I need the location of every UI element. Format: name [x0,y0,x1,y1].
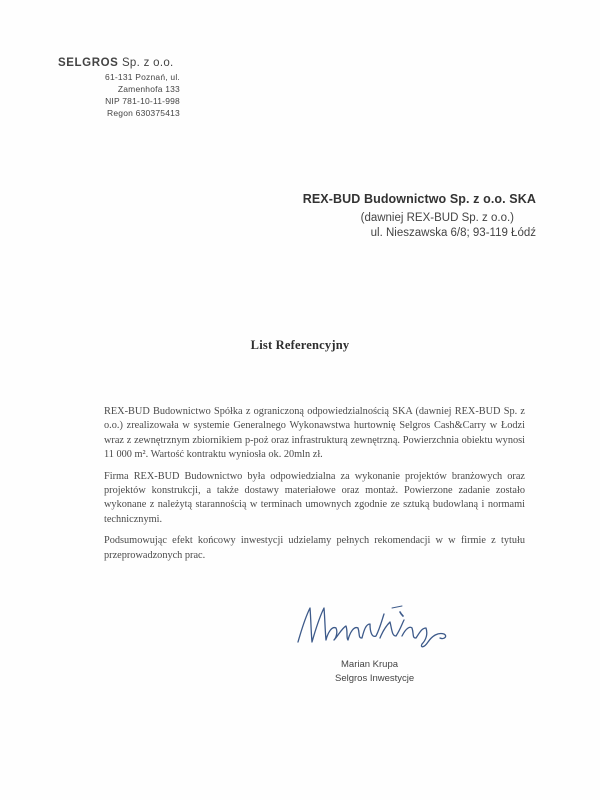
sender-nip: NIP 781-10-11-998 [105,96,180,106]
letter-title: List Referencyjny [250,338,350,352]
body-paragraph-3: Podsumowując efekt końcowy inwestycji udzielamy pełnych rekomendacji w w firmie z tytułu przeprowadzonych prac. [104,535,525,561]
sender-address: 61-131 Poznań, ul. Zamenhofa 133 [105,72,180,94]
handwritten-signature [292,598,457,656]
letter-body [104,405,525,570]
recipient-name: REX-BUD Budownictwo Sp. z o.o. SKA [302,192,536,206]
sender-company-name: SELGROS [58,57,119,69]
recipient-address: ul. Nieszawska 6/8; 93-119 Łódź [370,227,536,239]
signature-drawing [292,598,457,656]
sender-company [58,57,238,69]
body-paragraph-2: Firma REX-BUD Budownictwo była odpowiedzialna za wykonanie projektów branżowych oraz projektów konstrukcji, a także dostawy materiałowe oraz montaż. Powierzone zadanie zostało wykonane z należytą starannością w terminach umownych zgodnie ze sztuką budowlaną i normami technicznymi. [104,470,525,525]
signer-block [335,658,414,686]
sender-stamp [58,57,238,119]
body-paragraph-1: REX-BUD Budownictwo Spółka z ograniczoną odpowiedzialnością SKA (dawniej REX-BUD Sp. z o.o.) zrealizowała w systemie Generalnego Wykonawstwa hurtownię Selgros Cash&Carry w Łodzi wraz z zewnętrznym zbiornikiem p-poż oraz infrastrukturą zewnętrzną. Powierzchnia obiektu wynosi 11 000 m². Wartość kontraktu wyniosła ok. 20mln zł. [104,406,525,461]
recipient-former-name: (dawniej REX-BUD Sp. z o.o.) [360,212,514,224]
signer-name: Marian Krupa [341,659,399,670]
recipient-block [303,192,536,241]
sender-regon: Regon 630375413 [107,108,180,118]
sender-company-suffix: Sp. z o.o. [121,57,174,69]
signer-role: Selgros Inwestycje [335,673,415,684]
